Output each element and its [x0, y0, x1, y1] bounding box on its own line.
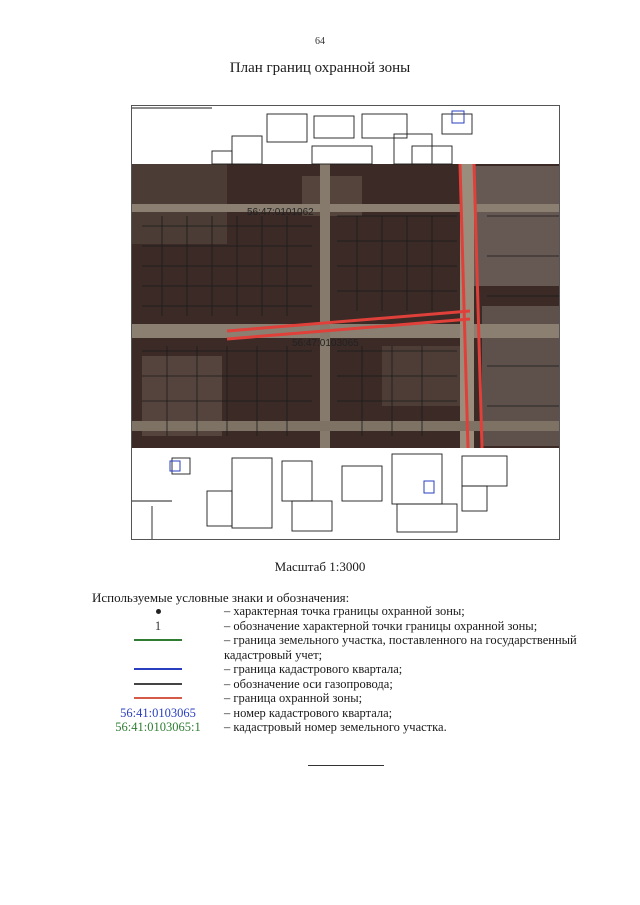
legend-description: – обозначение оси газопровода; [224, 676, 393, 691]
legend-item [92, 720, 612, 735]
legend-description: – кадастровый номер земельного участка. [224, 720, 447, 734]
legend-description: кадастровый учет; [224, 647, 323, 662]
legend-symbol [92, 706, 224, 721]
legend-item [92, 662, 612, 677]
legend-heading: Используемые условные знаки и обозначения: [92, 590, 350, 605]
page-title: План границ охранной зоны [229, 60, 411, 76]
protection-zone-map [131, 105, 560, 540]
legend [92, 604, 612, 735]
map-quarter-label-mid: 56:47:0103065 [292, 338, 359, 349]
road-vertical-mid [320, 164, 330, 448]
legend-description: – граница охранной зоны; [224, 691, 363, 705]
legend-description: – обозначение характерной точки границы охранной зоны; [224, 618, 538, 633]
legend-description: – граница земельного участка, поставленного на государственный [224, 633, 577, 647]
legend-symbol [92, 633, 224, 648]
legend-symbol [92, 619, 224, 634]
legend-item [92, 648, 612, 663]
legend-item [92, 633, 612, 648]
legend-symbol [92, 662, 224, 677]
legend-symbol-text: 1 [154, 618, 162, 633]
legend-item [92, 691, 612, 706]
legend-item [92, 619, 612, 634]
legend-item [92, 706, 612, 721]
point-marker-icon [156, 609, 161, 614]
legend-description: – граница кадастрового квартала; [224, 662, 403, 676]
legend-item [92, 677, 612, 692]
map-quarter-label-top: 56:47:0101062 [247, 207, 314, 218]
road-horizontal-top [132, 204, 559, 212]
line-symbol-icon [134, 668, 182, 670]
road-horizontal-mid [132, 324, 559, 338]
legend-symbol-text: 56:41:0103065:1 [115, 720, 201, 734]
legend-symbol [92, 648, 224, 663]
legend-symbol [92, 604, 224, 619]
signature-line [308, 765, 384, 766]
legend-description: – номер кадастрового квартала; [224, 705, 393, 720]
line-symbol-icon [134, 683, 182, 685]
line-symbol-icon [134, 697, 182, 699]
legend-symbol [92, 677, 224, 692]
legend-symbol [92, 691, 224, 706]
scale-label: Масштаб 1:3000 [274, 559, 366, 574]
page-number: 64 [315, 36, 325, 47]
line-symbol-icon [134, 639, 182, 641]
legend-description: – характерная точка границы охранной зоны; [224, 604, 465, 618]
legend-symbol-text: 56:41:0103065 [120, 705, 196, 720]
legend-item [92, 604, 612, 619]
legend-symbol [92, 720, 224, 735]
